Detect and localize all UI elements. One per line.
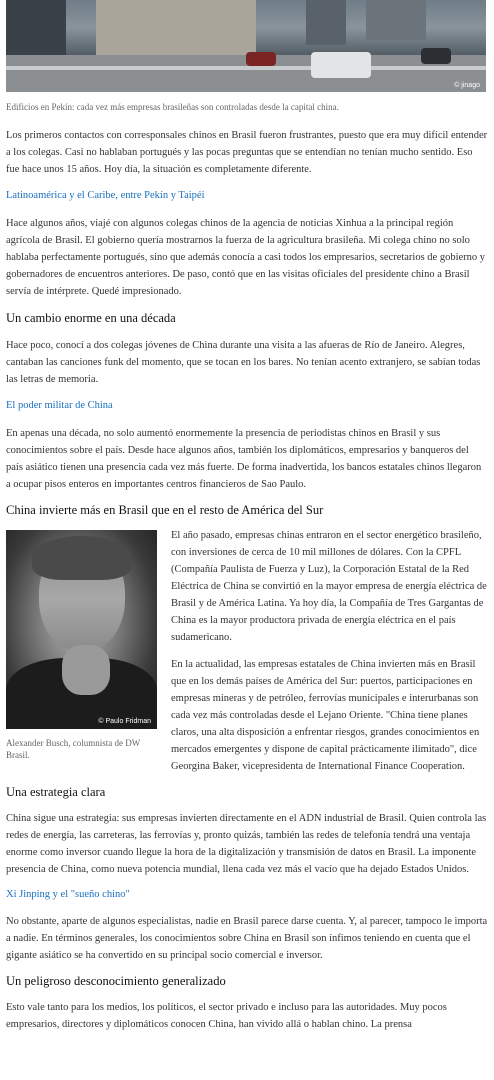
photo-railing [6, 66, 486, 70]
photo-building [6, 0, 66, 62]
paragraph-1: Los primeros contactos con corresponsales chinos en Brasil fueron frustrantes, puesto que era muy difícil entender a los colegas. Casi no hablaban portugués y las pocas preguntas que se entendían no tenían mucho sentido. Eso fue hace unos 15 años. Hoy día, la situación es completamente diferente. [6, 130, 488, 175]
related-link-poder-militar[interactable]: El poder militar de China [6, 400, 113, 411]
portrait-hair [32, 536, 132, 580]
subheading-china-invierte: China invierte más en Brasil que en el resto de América del Sur [6, 503, 324, 517]
photo-car [421, 48, 451, 64]
portrait-hand [62, 645, 110, 695]
paragraph-6: En la actualidad, las empresas estatales de China invierten más en Brasil que en los demás países de América del Sur: puertos, participaciones en empresas mineras y de petróleo, ferrovías municipales e interurbanas son cada vez más controladas desde el Lejano Oriente. "China tiene planes claros, una alta disposición a enfrentar riesgos, grandes conocimientos en mercados emergentes y dispone de capital prácticamente ilimitado", dice Georgina Baker, vicepresidenta de International Finance Cooperation. [171, 659, 480, 772]
paragraph-8: No obstante, aparte de algunos especialistas, nadie en Brasil parece darse cuenta. Y, al parecer, tampoco le importa a nadie. En términos generales, los conocimientos sobre China en Brasil son ínfimos teniendo en cuenta que el gigante asiático se ha convertido en su principal socio comercial e inversor. [6, 916, 488, 961]
photo-building [366, 0, 426, 40]
paragraph-3: Hace poco, conocí a dos colegas jóvenes de China durante una visita a las afueras de Río de Janeiro. Alegres, cantaban las canciones funk del momento, que se tocan en los bares. No tenían acento extranjero, se sabían todas las letras de memoria. [6, 340, 481, 385]
photo-credit: © jinago [454, 82, 480, 89]
subheading-estrategia: Una estrategia clara [6, 785, 106, 799]
photo-caption: Edificios en Pekín: cada vez más empresas brasileñas son controladas desde la capital china. [6, 102, 339, 112]
paragraph-4: En apenas una década, no solo aumentó enormemente la presencia de periodistas chinos en Brasil y sus conocimientos sobre el país. Desde hace algunos años, también los diplomáticos, empresarios y banqueros del país asiático tienen una presencia cada vez más fuerte. De forma inadvertida, los bancos estatales chinos llegaron a ocupar pisos enteros en importantes centros financieros de Sao Paulo. [6, 428, 482, 490]
related-link-latinoamerica[interactable]: Latinoamérica y el Caribe, entre Pekín y Taipéi [6, 190, 205, 201]
photo-car [246, 52, 276, 66]
photo-building [306, 0, 346, 45]
hero-photo [6, 0, 486, 92]
subheading-desconocimiento: Un peligroso desconocimiento generalizado [6, 974, 226, 988]
photo-car [311, 52, 371, 78]
author-portrait [6, 530, 157, 729]
paragraph-5: El año pasado, empresas chinas entraron en el sector energético brasileño, con inversiones de cerca de 10 mil millones de dólares. Con la CPFL (Compañía Paulista de Fuerza y Luz), la Corporación Estatal de la Red Eléctrica de China se convirtió en la mayor empresa de energía eléctrica de Brasil y de América Latina. Ya hoy día, la Compañía de Tres Gargantas de China es la mayor productora privada de energía eléctrica en el país sudamericano. [171, 530, 487, 643]
paragraph-7: China sigue una estrategia: sus empresas invierten directamente en el ADN industrial de Brasil. Quien controla las redes de energía, las carreteras, las ferrovías y, pronto quizás, también las redes de telefonía tendrá una ventaja enorme como inversor cuando llegue la hora de la digitalización y transmisión de datos en Brasil. La imponente presencia de China, como nueva potencia mundial, llena cada vez más el vacío que ha dejado Estados Unidos. [6, 813, 487, 875]
portrait-credit: © Paulo Fridman [98, 718, 151, 725]
related-link-xi-jinping[interactable]: Xi Jinping y el "sueño chino" [6, 889, 130, 900]
figure-text-block [6, 527, 488, 775]
subheading-cambio: Un cambio enorme en una década [6, 311, 176, 325]
photo-building [96, 0, 256, 55]
author-figure [6, 530, 157, 761]
paragraph-9: Esto vale tanto para los medios, los políticos, el sector privado e incluso para las autoridades. Muy pocos empresarios, directores y diplomáticos conocen China, han vivido allá o hablan chino. La prensa [6, 1002, 447, 1030]
paragraph-2: Hace algunos años, viajé con algunos colegas chinos de la agencia de noticias Xinhua a la principal región agrícola de Brasil. El gobierno quería mostrarnos la fuerza de la agricultura brasileña. Mi colega chino no solo hablaba perfectamente portugués, sino que además conocía a casi todos los empresarios, secretarios de gobierno y gobernadores de encuentros anteriores. De paso, contó que en las visitas oficiales del presidente chino a Brasil servía de intérprete. Quedé impresionado. [6, 218, 486, 297]
portrait-caption: Alexander Busch, columnista de DW Brasil. [6, 738, 141, 760]
